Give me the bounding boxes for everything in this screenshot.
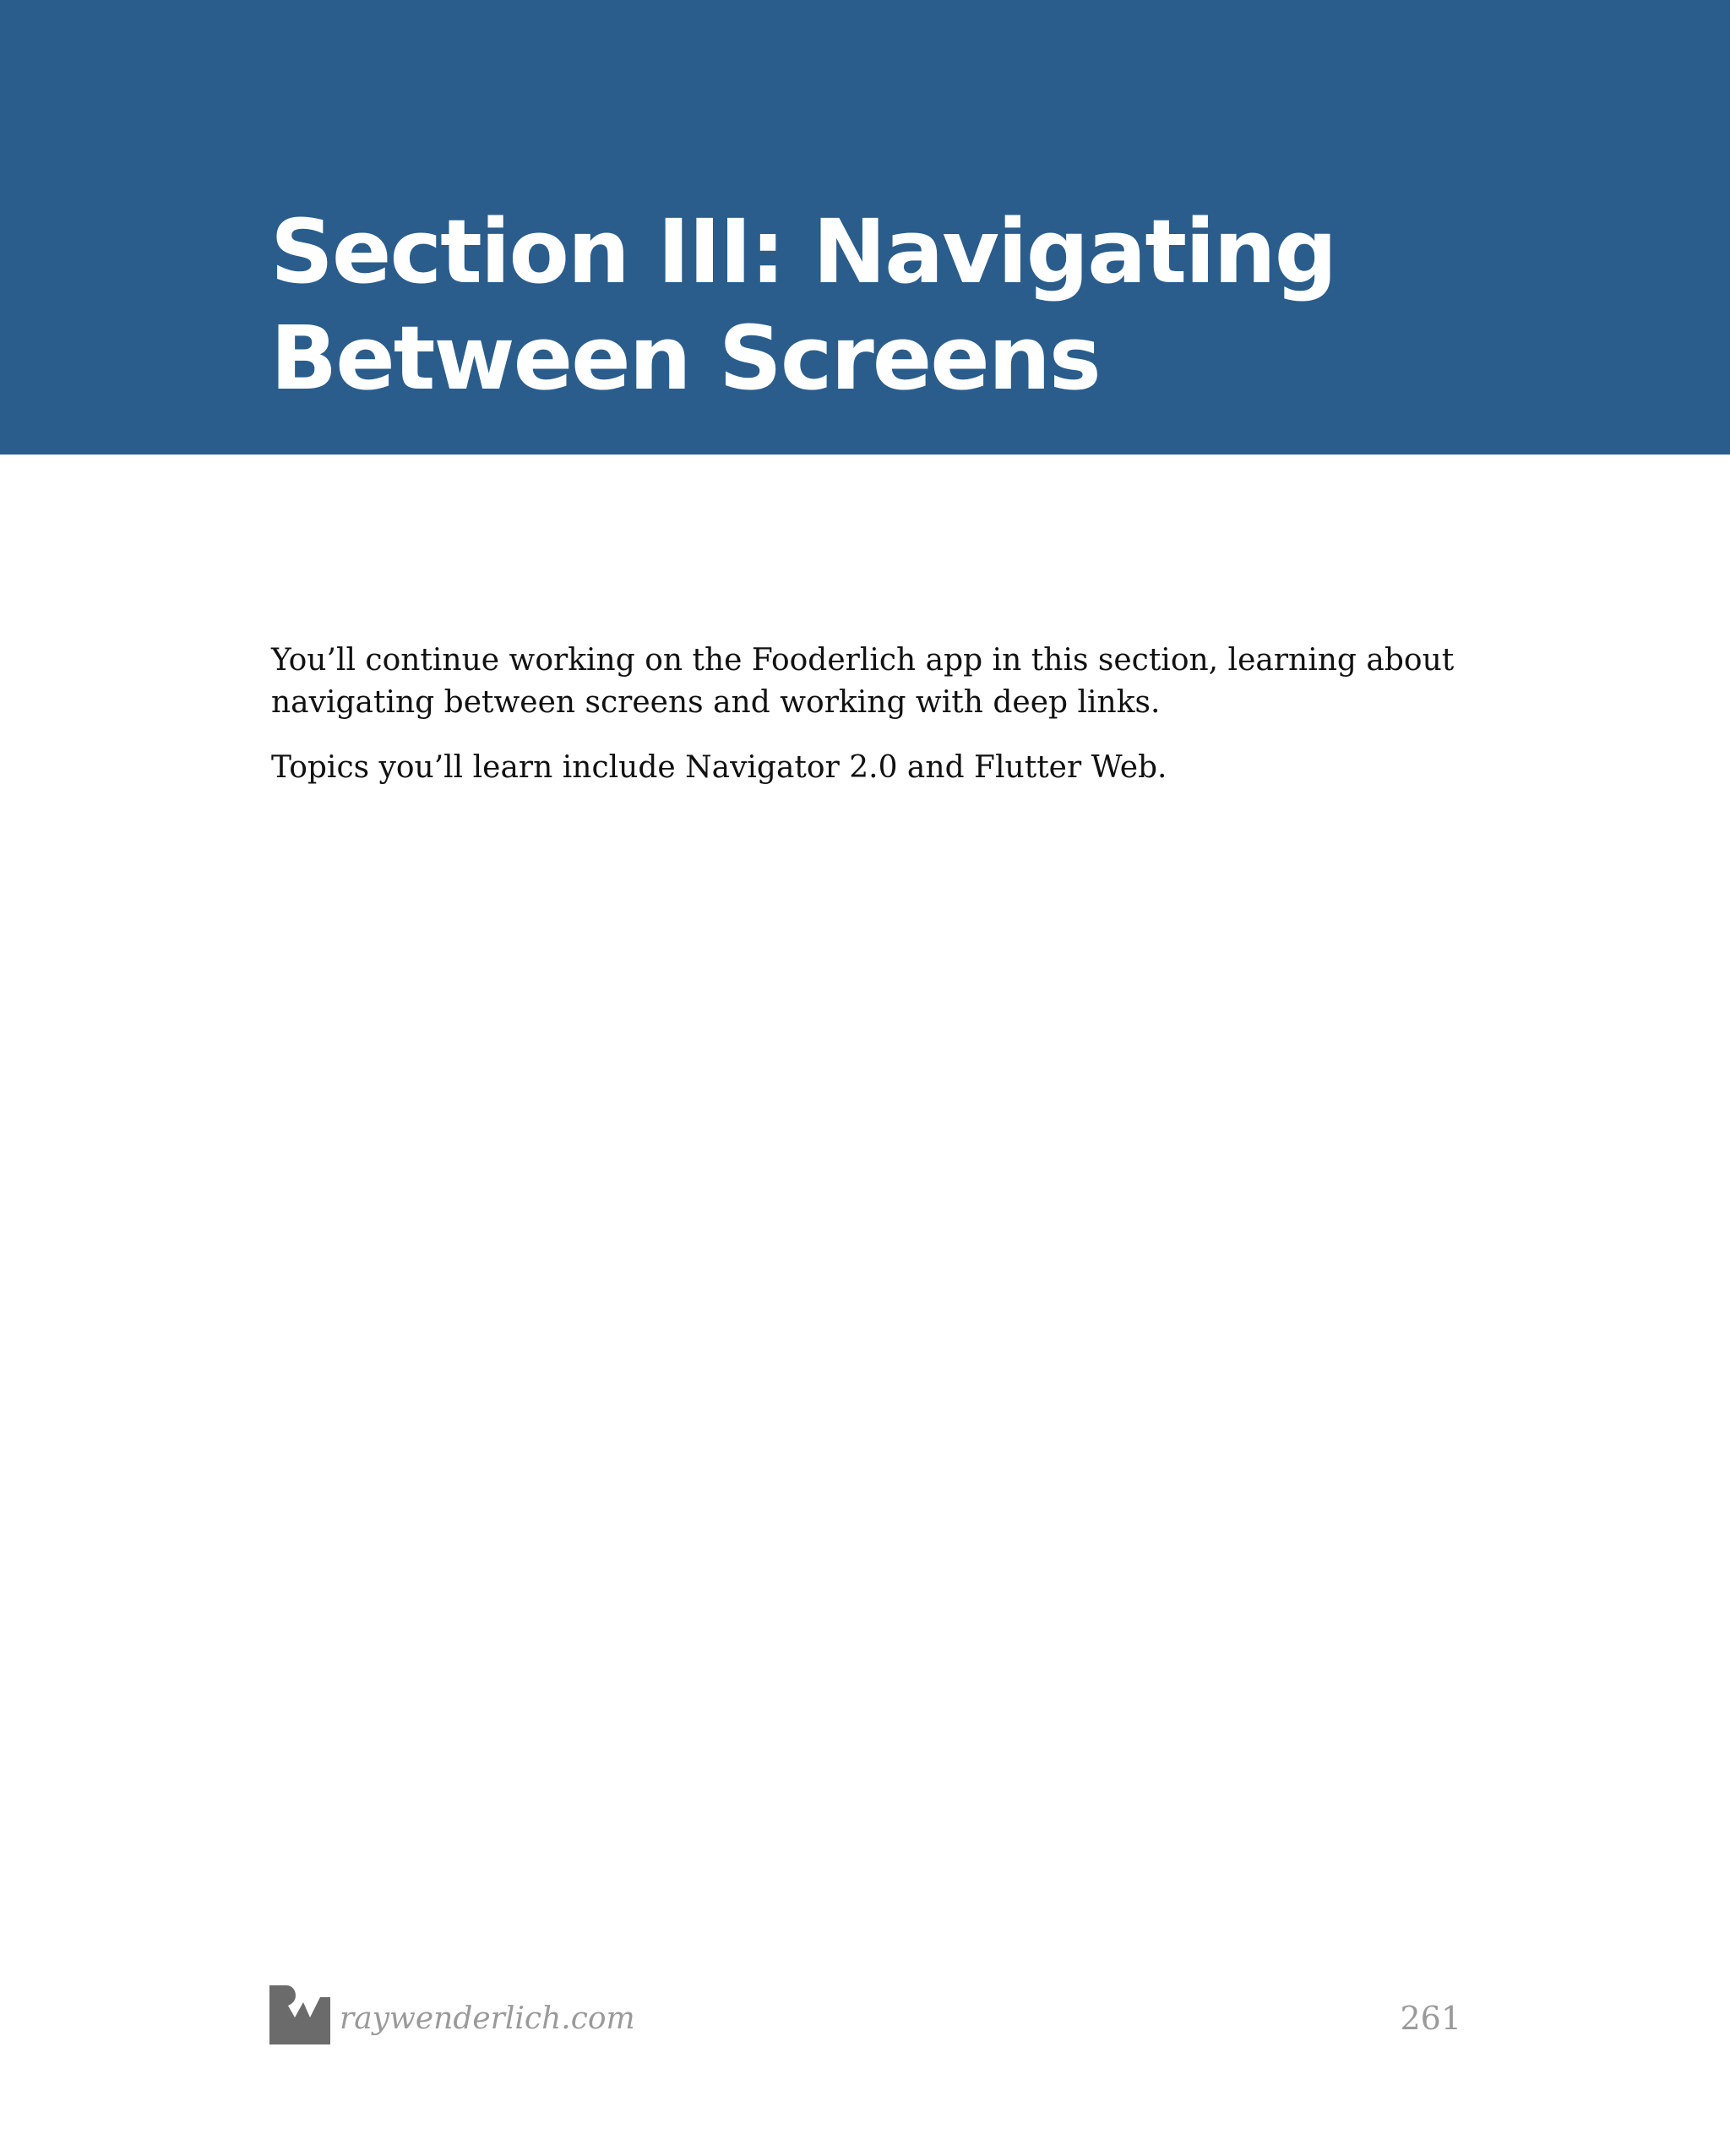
topics-paragraph: Topics you’ll learn include Navigator 2.0 and Flutter Web.: [271, 750, 1167, 785]
section-title-line-2: Between Screens: [270, 307, 1100, 410]
footer-site-name: raywenderlich.com: [340, 2001, 635, 2036]
page-number: 261: [1400, 2000, 1461, 2037]
intro-paragraph: You’ll continue working on the Fooderlich app in this section, learning about navigating between screens and working with deep links.: [271, 643, 1455, 720]
section-title-line-1: Section III: Navigating: [270, 200, 1336, 303]
raywenderlich-logo-icon: [269, 1985, 330, 2044]
section-intro: [271, 640, 1488, 789]
section-title: [270, 199, 1537, 411]
section-header-band: [0, 0, 1730, 455]
